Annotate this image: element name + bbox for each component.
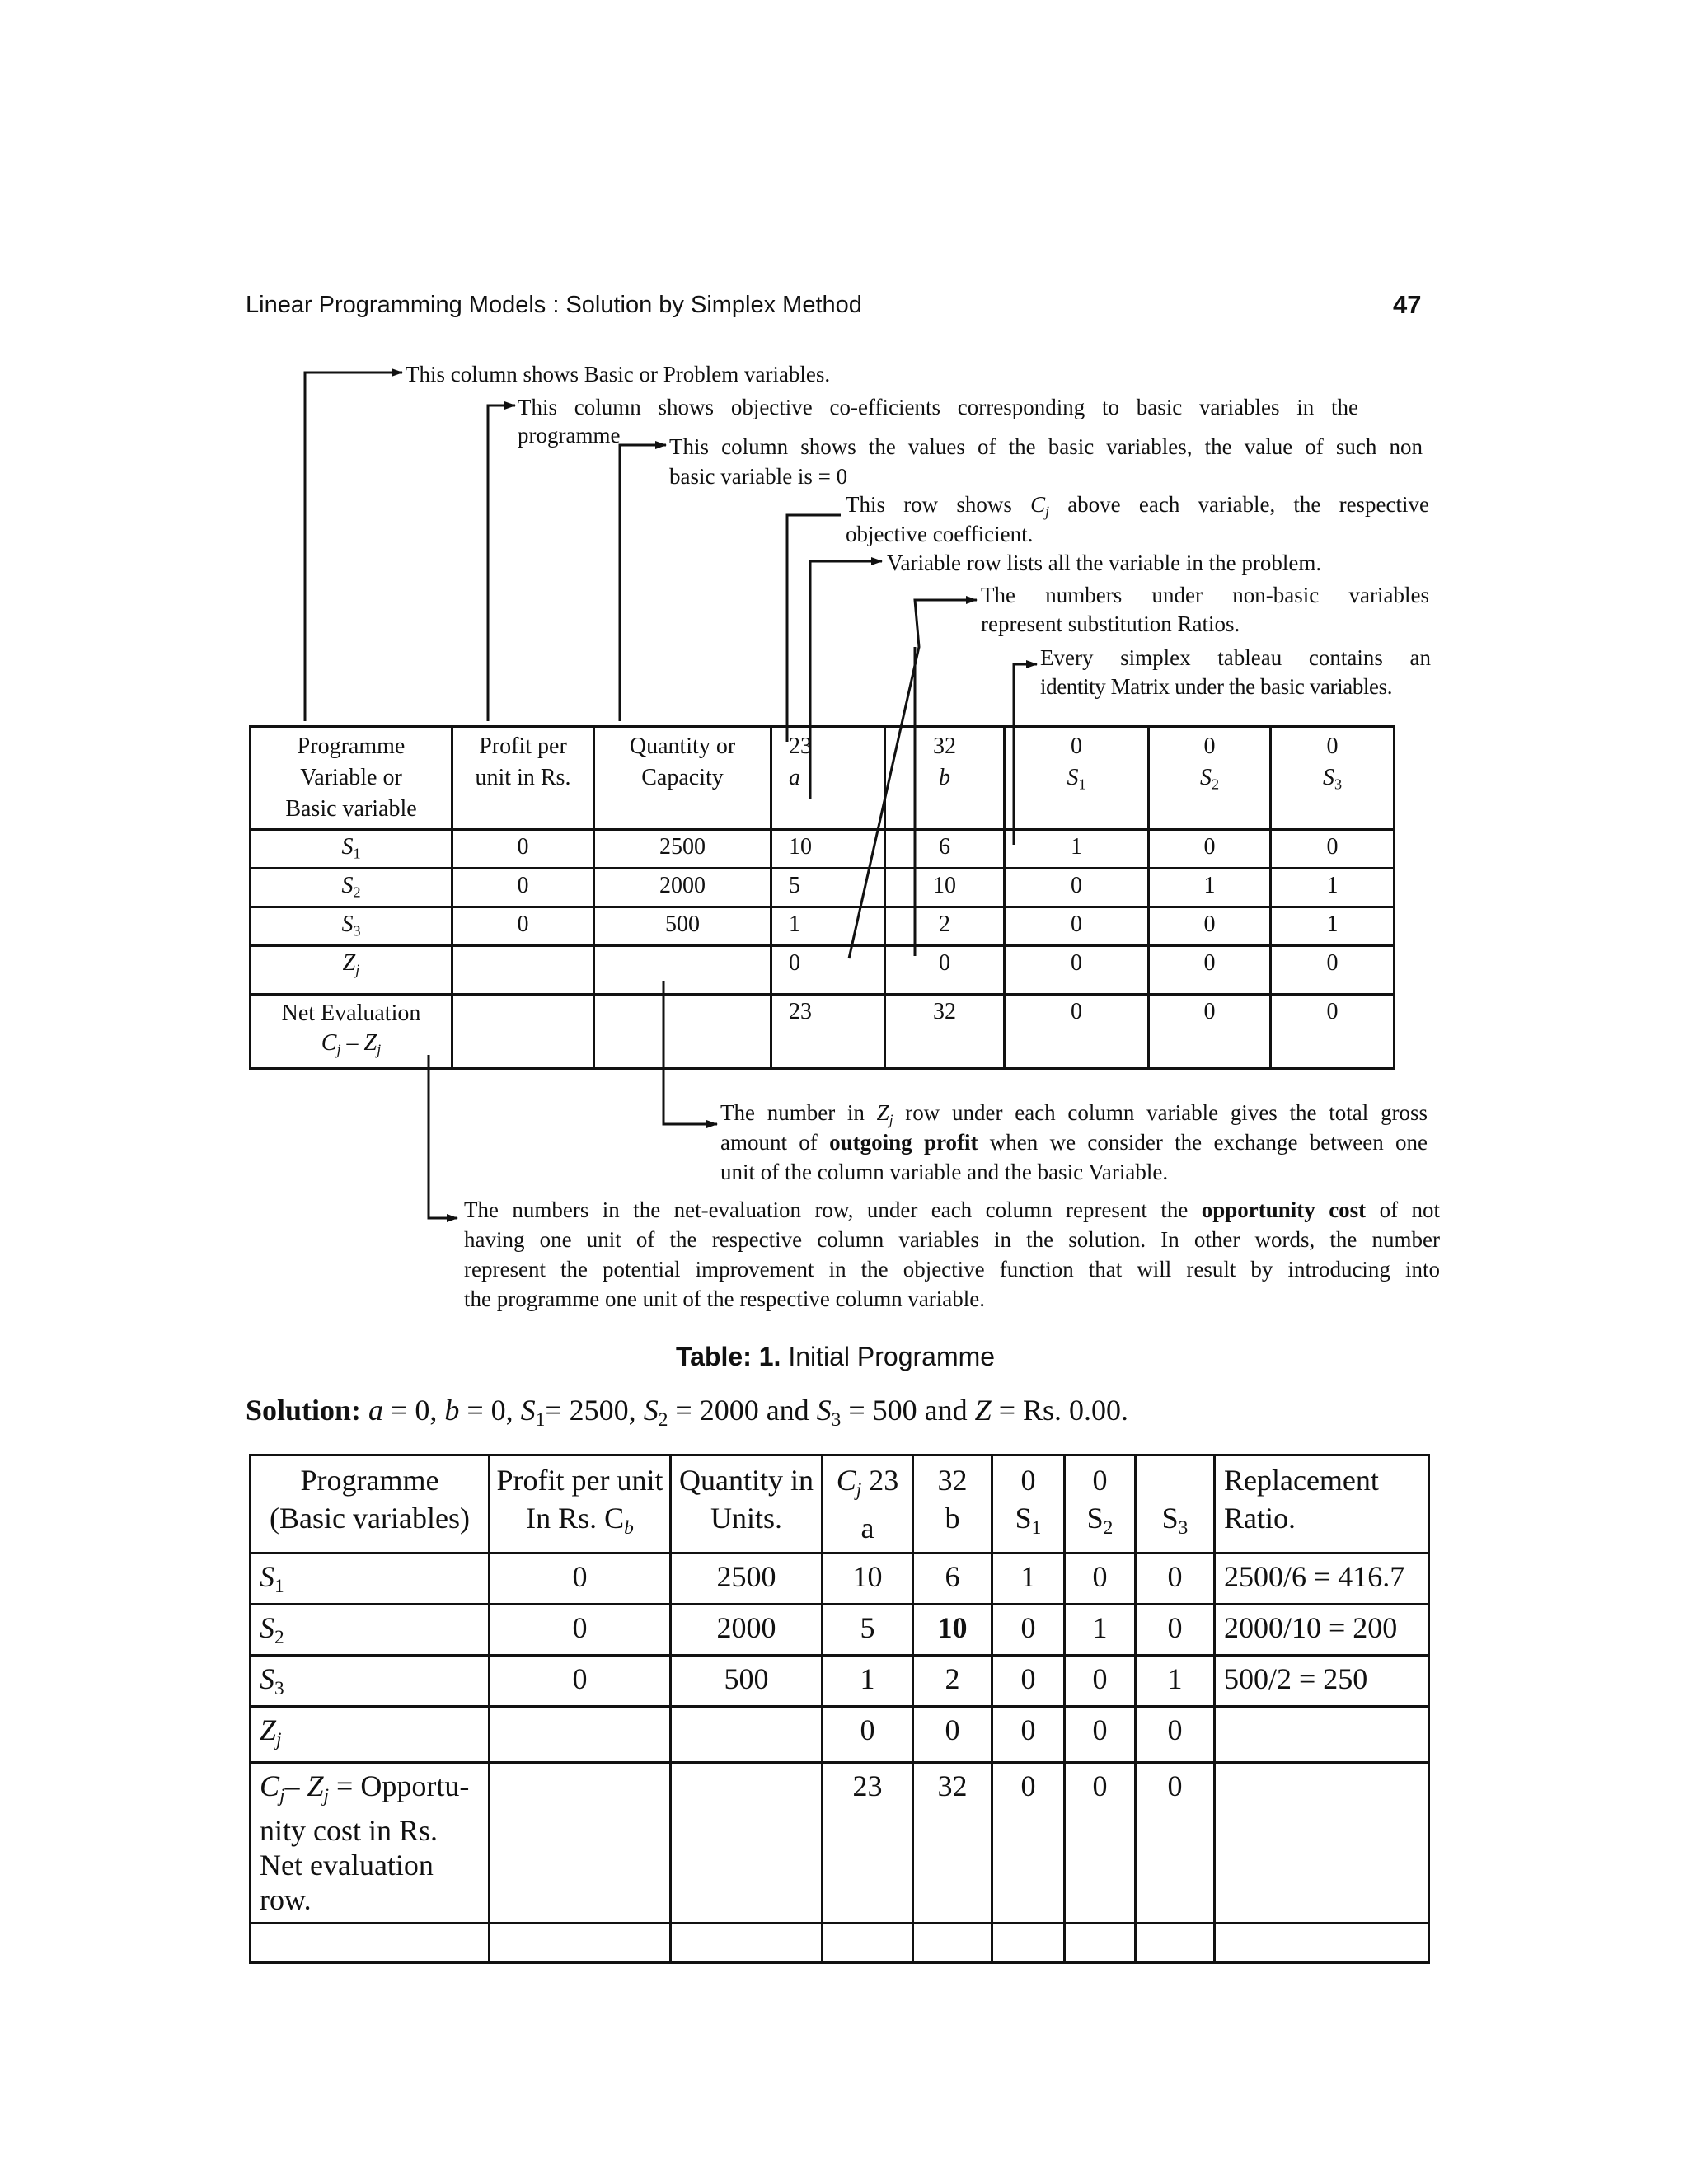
- cell-s3: 1: [1136, 1656, 1215, 1707]
- header-var-a: $C_j$ 23 a: [823, 1455, 913, 1554]
- cell-s2: 1: [1149, 869, 1271, 907]
- page-number: 47: [1393, 290, 1422, 319]
- header-programme: Programme (Basic variables): [251, 1455, 490, 1554]
- zj-b: 0: [913, 1707, 992, 1763]
- net-evaluation-label: $C_j-$ $Z_j$ = Opportu- nity cost in Rs. Net evaluation row.: [251, 1763, 490, 1924]
- table-caption: Table: 1. Initial Programme: [676, 1342, 996, 1371]
- solution-line: Solution: a = 0, b = 0, $S_1= 2500$, $S_2 = 2000$ and $S_3 = 500$ and Z = Rs. 0.00.: [246, 1394, 1129, 1432]
- net-b: 32: [913, 1763, 992, 1924]
- net-s2: 0: [1065, 1763, 1136, 1924]
- annotation-zj-line1: The number in $Z_j$ row under each column variable gives the total gross: [720, 1100, 1428, 1128]
- table-header-row: [251, 1455, 1429, 1554]
- cell-s3: 0: [1271, 830, 1395, 869]
- empty-row: [251, 1924, 1429, 1963]
- cell-empty: [913, 1924, 992, 1963]
- annotation-net-line1: The numbers in the net-evaluation row, under each column represent the opportunity cost of not: [464, 1197, 1441, 1222]
- cell-a: 5: [823, 1605, 913, 1656]
- zj-s2: 0: [1065, 1707, 1136, 1763]
- table-row: [251, 907, 1395, 946]
- header-var-s1: 0 $S_1$: [992, 1455, 1065, 1554]
- annotation-identity-line2: identity Matrix under the basic variables.: [1040, 674, 1393, 699]
- cell-s2: 0: [1149, 907, 1271, 946]
- cell-b: 6: [885, 830, 1005, 869]
- header-var-s3: $S_3$: [1136, 1455, 1215, 1554]
- cell-s3: 1: [1271, 907, 1395, 946]
- net-s3: 0: [1271, 995, 1395, 1069]
- cell-s3: 0: [1136, 1605, 1215, 1656]
- cell-s1: 0: [992, 1656, 1065, 1707]
- cell-a: 10: [823, 1554, 913, 1605]
- cell-var: $S_3$: [251, 907, 452, 946]
- header-profit: Profit per unit in Rs.: [452, 727, 594, 830]
- cell-b: 2: [913, 1656, 992, 1707]
- annotation-obj-coeff-line2: programme: [518, 423, 621, 448]
- cell-s1: 1: [992, 1554, 1065, 1605]
- cell-a: 10: [771, 830, 885, 869]
- zj-s2: 0: [1149, 946, 1271, 995]
- annotation-basic-vars: This column shows Basic or Problem variables.: [406, 362, 831, 387]
- annotation-cj-row-line2: objective coefficient.: [846, 522, 1034, 546]
- zj-s1: 0: [1005, 946, 1149, 995]
- cell-s1: 1: [1005, 830, 1149, 869]
- cell-empty: [1215, 1924, 1429, 1963]
- running-title: Linear Programming Models : Solution by Simplex Method: [246, 292, 862, 318]
- zj-b: 0: [885, 946, 1005, 995]
- cell-ratio: 2000/10 = 200: [1215, 1605, 1429, 1656]
- zj-s3: 0: [1271, 946, 1395, 995]
- cell-empty: [594, 946, 771, 995]
- cell-empty: [490, 1707, 671, 1763]
- header-programme: Programme Variable or Basic variable: [251, 727, 452, 830]
- net-evaluation-label: Net Evaluation $C_j - Z_j$: [251, 995, 452, 1069]
- annotation-net-line2: having one unit of the respective column variables in the solution. In other words, the number: [464, 1227, 1440, 1252]
- table-row: [251, 830, 1395, 869]
- arrow-net-eval: [429, 1055, 457, 1218]
- zj-s3: 0: [1136, 1707, 1215, 1763]
- cell-s3: 1: [1271, 869, 1395, 907]
- net-s1: 0: [1005, 995, 1149, 1069]
- cell-empty: [992, 1924, 1065, 1963]
- annotation-variable-row: Variable row lists all the variable in the problem.: [887, 551, 1322, 575]
- annotation-net-line4: the programme one unit of the respective column variable.: [464, 1286, 986, 1311]
- cell-empty: [490, 1924, 671, 1963]
- cell-empty: [490, 1763, 671, 1924]
- cell-empty: [251, 1924, 490, 1963]
- annotation-zj-line2: amount of outgoing profit when we consider the exchange between one: [720, 1130, 1428, 1155]
- cell-qty: 2000: [594, 869, 771, 907]
- cell-s2: 0: [1149, 830, 1271, 869]
- zj-label: $Z_j$: [251, 1707, 490, 1763]
- annotation-substitution-line1: The numbers under non-basic variables: [981, 583, 1429, 607]
- zj-label: $Z_j$: [251, 946, 452, 995]
- header-var-s3: 0 $S_3$: [1271, 727, 1395, 830]
- cell-cb: 0: [490, 1656, 671, 1707]
- net-evaluation-row: [251, 995, 1395, 1069]
- zj-a: 0: [771, 946, 885, 995]
- annotation-identity-line1: Every simplex tableau contains an: [1040, 645, 1431, 670]
- annotation-values-line2: basic variable is = 0: [669, 464, 848, 489]
- cell-var: $S_2$: [251, 1605, 490, 1656]
- zj-row: [251, 946, 1395, 995]
- cell-qty: 2500: [671, 1554, 823, 1605]
- arrow-cj-row: [787, 515, 841, 742]
- header-profit: Profit per unit In Rs. $C_b$: [490, 1455, 671, 1554]
- header-replacement-ratio: Replacement Ratio.: [1215, 1455, 1429, 1554]
- cell-empty: [452, 946, 594, 995]
- table-row: [251, 1605, 1429, 1656]
- cell-var: $S_1$: [251, 1554, 490, 1605]
- net-evaluation-row: [251, 1763, 1429, 1924]
- header-quantity: Quantity or Capacity: [594, 727, 771, 830]
- annotation-net-line3: represent the potential improvement in the objective function that will result by introducing into: [464, 1257, 1440, 1282]
- annotation-substitution-line2: represent substitution Ratios.: [981, 612, 1240, 636]
- cell-s2: 0: [1065, 1554, 1136, 1605]
- cell-qty: 500: [671, 1656, 823, 1707]
- header-quantity: Quantity in Units.: [671, 1455, 823, 1554]
- header-var-s2: 0 $S_2$: [1149, 727, 1271, 830]
- arrow-values: [620, 445, 666, 721]
- cell-qty: 500: [594, 907, 771, 946]
- cell-b-pivot: 10: [913, 1605, 992, 1656]
- initial-programme-table: [249, 1454, 1430, 1964]
- cell-a: 1: [823, 1656, 913, 1707]
- zj-a: 0: [823, 1707, 913, 1763]
- cell-qty: 2000: [671, 1605, 823, 1656]
- header-var-s2: 0 $S_2$: [1065, 1455, 1136, 1554]
- cell-ratio: 500/2 = 250: [1215, 1656, 1429, 1707]
- net-a: 23: [771, 995, 885, 1069]
- cell-empty: [452, 995, 594, 1069]
- cell-b: 6: [913, 1554, 992, 1605]
- net-b: 32: [885, 995, 1005, 1069]
- net-s2: 0: [1149, 995, 1271, 1069]
- cell-empty: [1215, 1707, 1429, 1763]
- net-s3: 0: [1136, 1763, 1215, 1924]
- cell-s2: 1: [1065, 1605, 1136, 1656]
- annotation-obj-coeff-line1: This column shows objective co-efficients corresponding to basic variables in the: [518, 395, 1358, 419]
- cell-s1: 0: [1005, 869, 1149, 907]
- cell-empty: [671, 1707, 823, 1763]
- cell-var: $S_3$: [251, 1656, 490, 1707]
- cell-s1: 0: [992, 1605, 1065, 1656]
- cell-a: 5: [771, 869, 885, 907]
- cell-empty: [1215, 1763, 1429, 1924]
- header-var-b: 32 b: [885, 727, 1005, 830]
- cell-b: 2: [885, 907, 1005, 946]
- cell-s1: 0: [1005, 907, 1149, 946]
- header-var-b: 32 b: [913, 1455, 992, 1554]
- cell-cb: 0: [452, 869, 594, 907]
- cell-var: $S_1$: [251, 830, 452, 869]
- table-row: [251, 1554, 1429, 1605]
- cell-cb: 0: [490, 1554, 671, 1605]
- cell-empty: [1136, 1924, 1215, 1963]
- cell-a: 1: [771, 907, 885, 946]
- cell-cb: 0: [452, 907, 594, 946]
- annotation-values-line1: This column shows the values of the basic variables, the value of such non: [669, 434, 1423, 459]
- cell-ratio: 2500/6 = 416.7: [1215, 1554, 1429, 1605]
- cell-var: $S_2$: [251, 869, 452, 907]
- arrow-basic-vars: [305, 373, 402, 721]
- cell-cb: 0: [490, 1605, 671, 1656]
- table-header-row: [251, 727, 1395, 830]
- header-var-s1: 0 $S_1$: [1005, 727, 1149, 830]
- net-s1: 0: [992, 1763, 1065, 1924]
- table-row: [251, 1656, 1429, 1707]
- annotation-zj-line3: unit of the column variable and the basic Variable.: [720, 1160, 1169, 1184]
- cell-empty: [594, 995, 771, 1069]
- cell-cb: 0: [452, 830, 594, 869]
- cell-empty: [1065, 1924, 1136, 1963]
- header-var-a: 23 a: [771, 727, 885, 830]
- zj-row: [251, 1707, 1429, 1763]
- cell-s3: 0: [1136, 1554, 1215, 1605]
- annotated-simplex-table: [249, 725, 1395, 1070]
- table-row: [251, 869, 1395, 907]
- cell-s2: 0: [1065, 1656, 1136, 1707]
- cell-b: 10: [885, 869, 1005, 907]
- cell-empty: [671, 1924, 823, 1963]
- net-a: 23: [823, 1763, 913, 1924]
- cell-empty: [671, 1763, 823, 1924]
- annotation-cj-row-line1: This row shows $C_j$ above each variable, the respective: [846, 492, 1430, 520]
- cell-empty: [823, 1924, 913, 1963]
- arrow-obj-coeff: [488, 405, 515, 721]
- zj-s1: 0: [992, 1707, 1065, 1763]
- cell-qty: 2500: [594, 830, 771, 869]
